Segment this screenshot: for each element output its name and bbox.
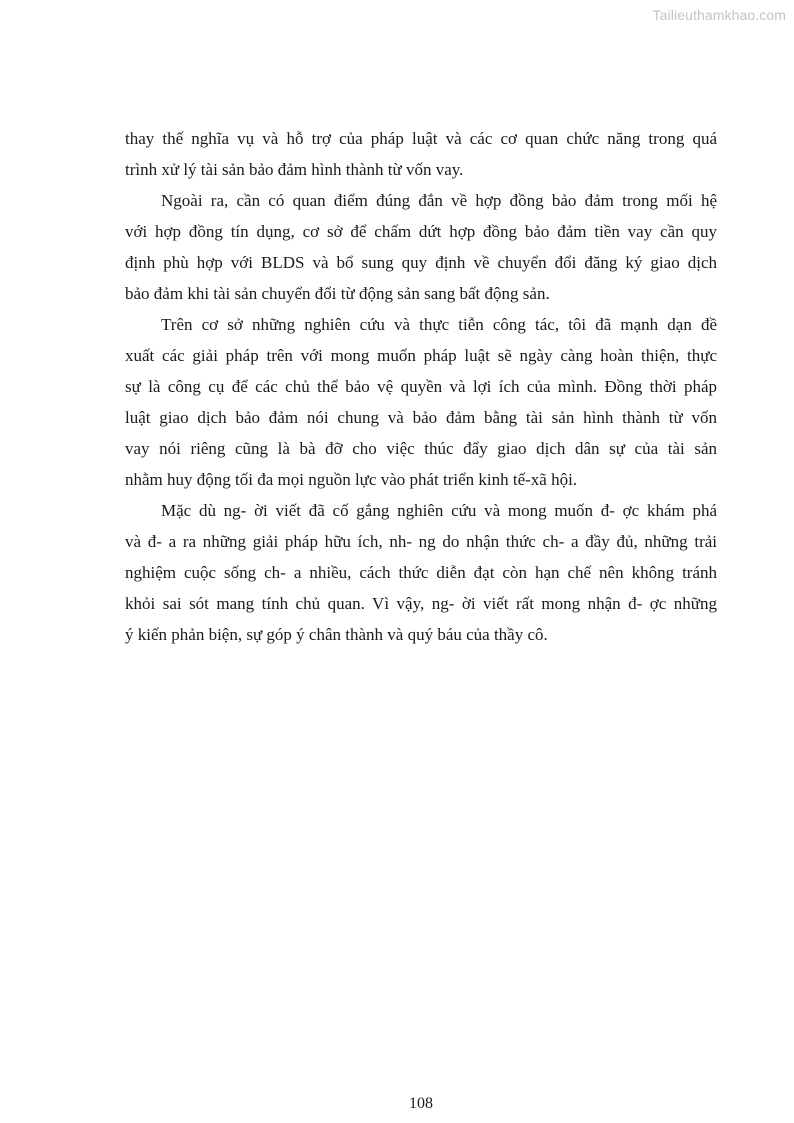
- text-line: Trên cơ sở những nghiên cứu và thực tiễn công tác, tôi đã mạnh dạn đề: [161, 315, 717, 334]
- document-body: [125, 123, 717, 650]
- text-line: nghiệm cuộc sống ch- a nhiều, cách thức diễn đạt còn hạn chế nên không tránh: [125, 563, 717, 582]
- text-line: Mặc dù ng- ời viết đã cố gắng nghiên cứu và mong muốn đ- ợc khám phá: [161, 501, 717, 520]
- paragraph-continuation: [125, 123, 717, 185]
- text-line: định phù hợp với BLDS và bổ sung quy định về chuyển đổi đăng ký giao dịch: [125, 253, 717, 272]
- paragraph: [125, 309, 717, 495]
- paragraph: [125, 185, 717, 309]
- text-line: vay nói riêng cũng là bà đỡ cho việc thúc đẩy giao dịch dân sự của tài sản: [125, 439, 717, 458]
- text-line: Ngoài ra, cần có quan điểm đúng đắn về hợp đồng bảo đảm trong mối hệ: [161, 191, 717, 210]
- text-line: với hợp đồng tín dụng, cơ sở để chấm dứt hợp đồng bảo đảm tiền vay cần quy: [125, 222, 717, 241]
- paragraph: [125, 495, 717, 650]
- text-line: trình xử lý tài sản bảo đảm hình thành từ vốn vay.: [125, 160, 464, 179]
- watermark-text: Tailieuthamkhao.com: [652, 7, 786, 23]
- text-line: và đ- a ra những giải pháp hữu ích, nh- ng do nhận thức ch- a đầy đủ, những trải: [125, 532, 717, 551]
- text-line: ý kiến phản biện, sự góp ý chân thành và quý báu của thầy cô.: [125, 625, 548, 644]
- text-line: bảo đảm khi tài sản chuyển đổi từ động sản sang bất động sản.: [125, 284, 550, 303]
- text-line: luật giao dịch bảo đảm nói chung và bảo đảm bằng tài sản hình thành từ vốn: [125, 408, 717, 427]
- text-line: khỏi sai sót mang tính chủ quan. Vì vậy, ng- ời viết rất mong nhận đ- ợc những: [125, 594, 717, 613]
- text-line: sự là công cụ để các chủ thể bảo vệ quyền và lợi ích của mình. Đồng thời pháp: [125, 377, 717, 396]
- text-line: xuất các giải pháp trên với mong muốn pháp luật sẽ ngày càng hoàn thiện, thực: [125, 346, 717, 365]
- page-number: 108: [409, 1095, 433, 1112]
- text-line: nhằm huy động tối đa mọi nguồn lực vào phát triển kinh tế-xã hội.: [125, 470, 578, 489]
- text-line: thay thế nghĩa vụ và hỗ trợ của pháp luật và các cơ quan chức năng trong quá: [125, 129, 717, 148]
